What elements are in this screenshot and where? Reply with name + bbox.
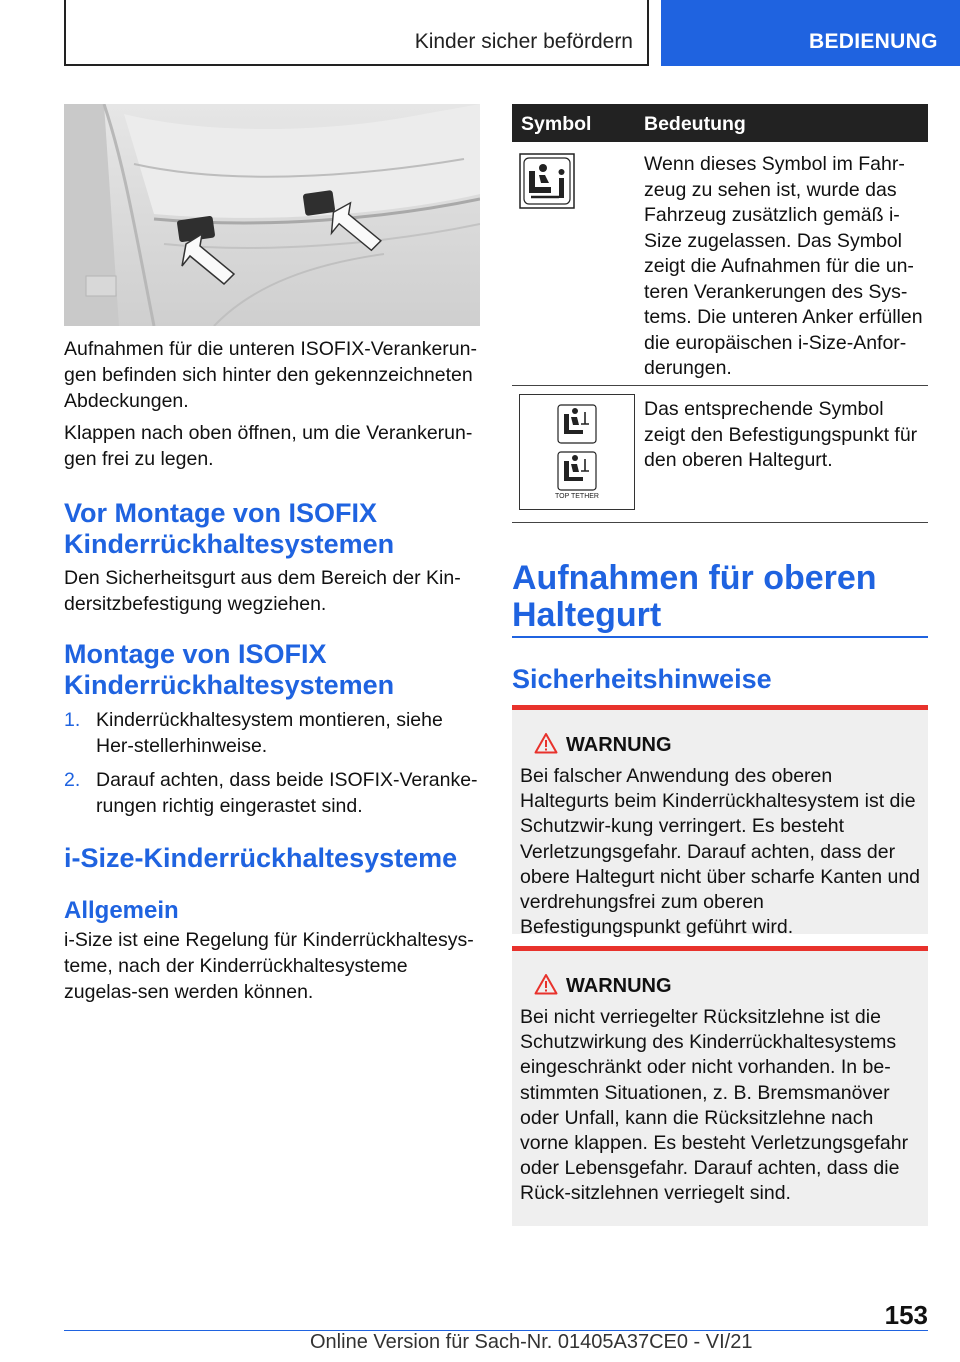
page-number: 153 <box>884 1300 928 1330</box>
step-number: 2. <box>64 769 81 791</box>
heading-mounting: Montage von ISOFIX Kinderrückhaltesystemen <box>64 639 395 700</box>
step-text: Kinderrückhaltesystem montieren, siehe Her-stellerhinweise. <box>96 709 443 757</box>
warning-text: Bei nicht verriegelter Rücksitzlehne ist die Schutzwirkung des Kinderrückhaltesystems eingeschränkt oder nicht vorhanden. In be-stimmten Situationen, z. B. Bremsmanöver oder Unfall, kann die Rücksitzlehne nach vorne klappen. Es besteht Verletzungsgefahr oder Lebensgefahr. Darauf achten, dass die Rück-sitzlehnen verriegelt sind. <box>520 1006 909 1205</box>
warning-title-text: WARNUNG <box>566 975 672 997</box>
seat-isofix-photo <box>64 104 480 326</box>
heading-safety-notes: Sicherheitshinweise <box>512 664 772 694</box>
heading-general: Allgemein <box>64 897 179 924</box>
col-symbol: Symbol <box>521 113 592 135</box>
i-size-seat-icon <box>519 153 575 214</box>
top-tether-description: Das entsprechende Symbol zeigt den Befestigungspunkt für den oberen Haltegurt. <box>644 398 918 471</box>
heading-upper-tether: Aufnahmen für oberen Haltegurt <box>512 559 877 634</box>
i-size-description: Wenn dieses Symbol im Fahr-zeug zu sehen ist, wurde das Fahrzeug zusätzlich gemäß i-Size zugelassen. Das Symbol zeigt die Aufnahmen für die un-teren Verankerungen des Sys-tems. Die unteren Anker erfüllen die europäischen i-Size-Anfor-derungen. <box>644 153 923 379</box>
warning-triangle-icon <box>534 973 558 995</box>
mounting-steps <box>64 707 480 819</box>
section-title: Kinder sicher befördern <box>414 30 633 53</box>
step-number: 1. <box>64 709 81 731</box>
general-text: i-Size ist eine Regelung für Kinderrückhaltesys-teme, nach der Kinderrückhaltesysteme zugelas-sen werden können. <box>64 929 474 1003</box>
chapter-tab[interactable] <box>661 0 960 66</box>
photo-caption-1: Aufnahmen für die unteren ISOFIX-Verankerun-gen befinden sich hinter den gekennzeichneten Abdeckungen. <box>64 338 477 412</box>
heading-rule <box>512 636 928 638</box>
warning-text: Bei falscher Anwendung des oberen Haltegurts beim Kinderrückhaltesystem ist die Schutzwir-kung verringert. Es besteht Verletzungsgefahr. Darauf achten, dass der obere Haltegurt nicht über scharfe Kanten und verdrehungsfrei zum oberen Befestigungspunkt geführt wird. <box>520 765 921 939</box>
symbol-table <box>512 104 928 523</box>
table-header <box>512 104 928 142</box>
warning-title-text: WARNUNG <box>566 734 672 756</box>
heading-isize: i-Size-Kinderrückhaltesysteme <box>64 843 458 873</box>
list-item <box>64 767 480 819</box>
top-tether-icon <box>519 394 635 515</box>
before-mounting-text: Den Sicherheitsgurt aus dem Bereich der Kin-dersitzbefestigung wegziehen. <box>64 567 461 615</box>
list-item <box>64 707 480 759</box>
warning-box <box>512 946 928 1226</box>
left-column <box>64 336 480 1005</box>
heading-before-mounting: Vor Montage von ISOFIX Kinderrückhaltesystemen <box>64 498 395 559</box>
col-meaning: Bedeutung <box>644 113 746 135</box>
photo-caption-2: Klappen nach oben öffnen, um die Verankerun-gen frei zu legen. <box>64 422 473 470</box>
table-row <box>512 386 928 523</box>
warning-title <box>520 732 920 758</box>
warning-triangle-icon <box>534 732 558 754</box>
top-tether-label: TOP TETHER <box>555 493 599 500</box>
warning-title <box>520 973 920 999</box>
chapter-tab-label: BEDIENUNG <box>809 30 938 53</box>
header-box <box>64 0 649 66</box>
table-row <box>512 142 928 386</box>
step-text: Darauf achten, dass beide ISOFIX-Veranke-rungen richtig eingerastet sind. <box>96 769 478 817</box>
footer-online-version[interactable]: Online Version für Sach-Nr. 01405A37CE0 - VI/21 <box>310 1331 753 1353</box>
warning-box <box>512 705 928 939</box>
